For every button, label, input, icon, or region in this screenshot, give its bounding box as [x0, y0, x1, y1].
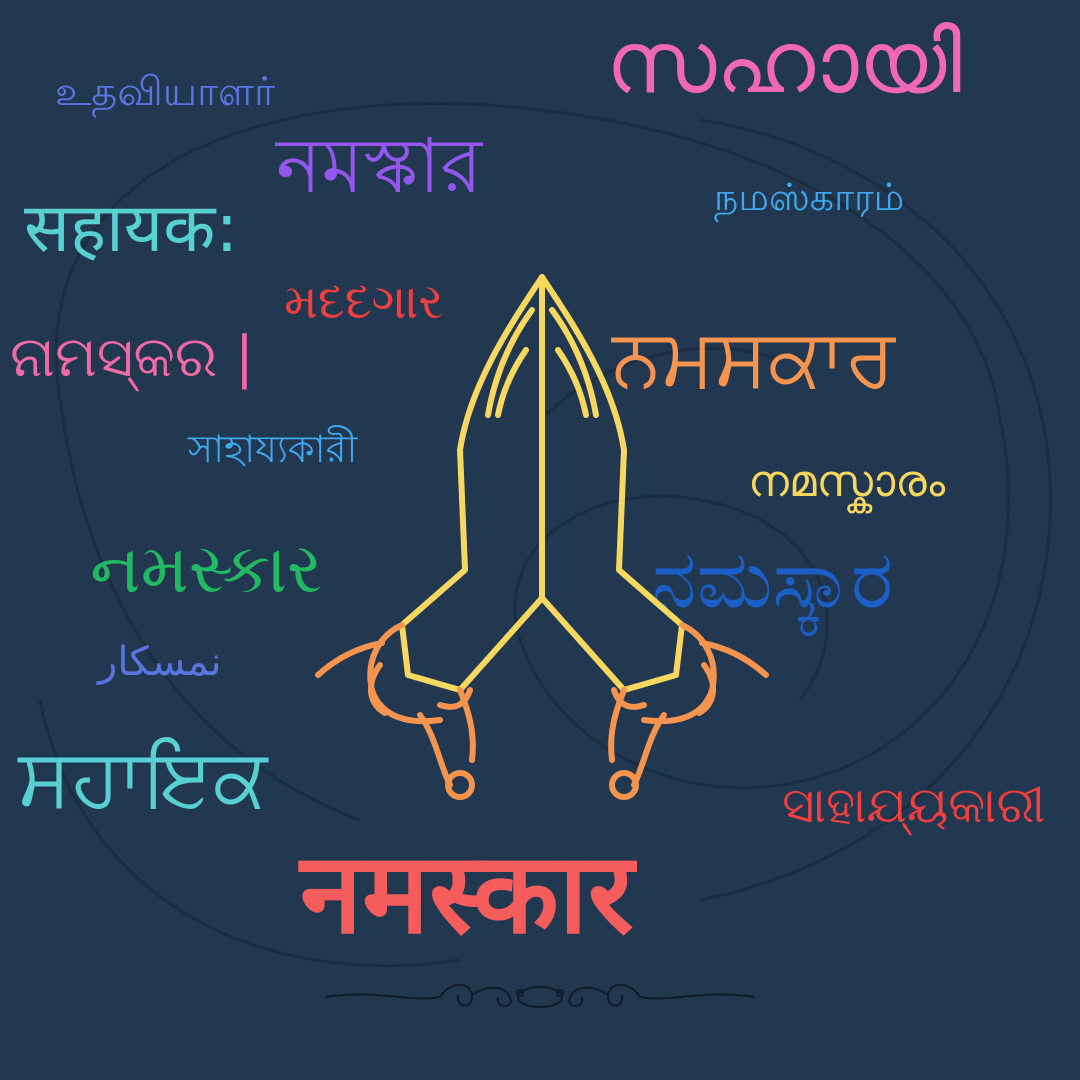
word-urdu-namaskar: نمسکار [98, 639, 222, 685]
swirl-divider-icon [320, 975, 760, 1015]
word-odia-namaskar: ନାମସ୍କର | [10, 325, 254, 390]
word-gujarati-namaskar: નમસ્કાર [90, 530, 323, 609]
word-sanskrit-helper: सहायक: [24, 189, 239, 268]
word-kannada-namaskar: ನಮಸ್ಕಾರ [652, 533, 894, 626]
word-hindi-namaskar: नमस्कार [300, 829, 634, 959]
word-bengali-helper: সাহায্যকারী [188, 427, 358, 471]
word-tamil-namaskaram: நமஸ்காரம் [714, 175, 905, 219]
word-bengali-namaskar: নমস্কার [276, 121, 483, 210]
word-odia-helper: ସାହାଯ୍ୟକାରୀ [782, 776, 1046, 834]
word-malayalam-namaskaram: നമസ്കാരം [748, 456, 946, 507]
word-gurmukhi-namaskar: ਨਮਸਕਾਰ [612, 311, 895, 404]
word-tamil-helper: உதவியாளர் [55, 69, 276, 115]
praying-hands-icon [310, 265, 770, 825]
word-gurmukhi-helper: ਸਹਾਇਕ [18, 731, 268, 824]
word-malayalam-helper: സഹായി [606, 13, 962, 113]
word-gujarati-helper: મદદગાર [284, 274, 444, 330]
